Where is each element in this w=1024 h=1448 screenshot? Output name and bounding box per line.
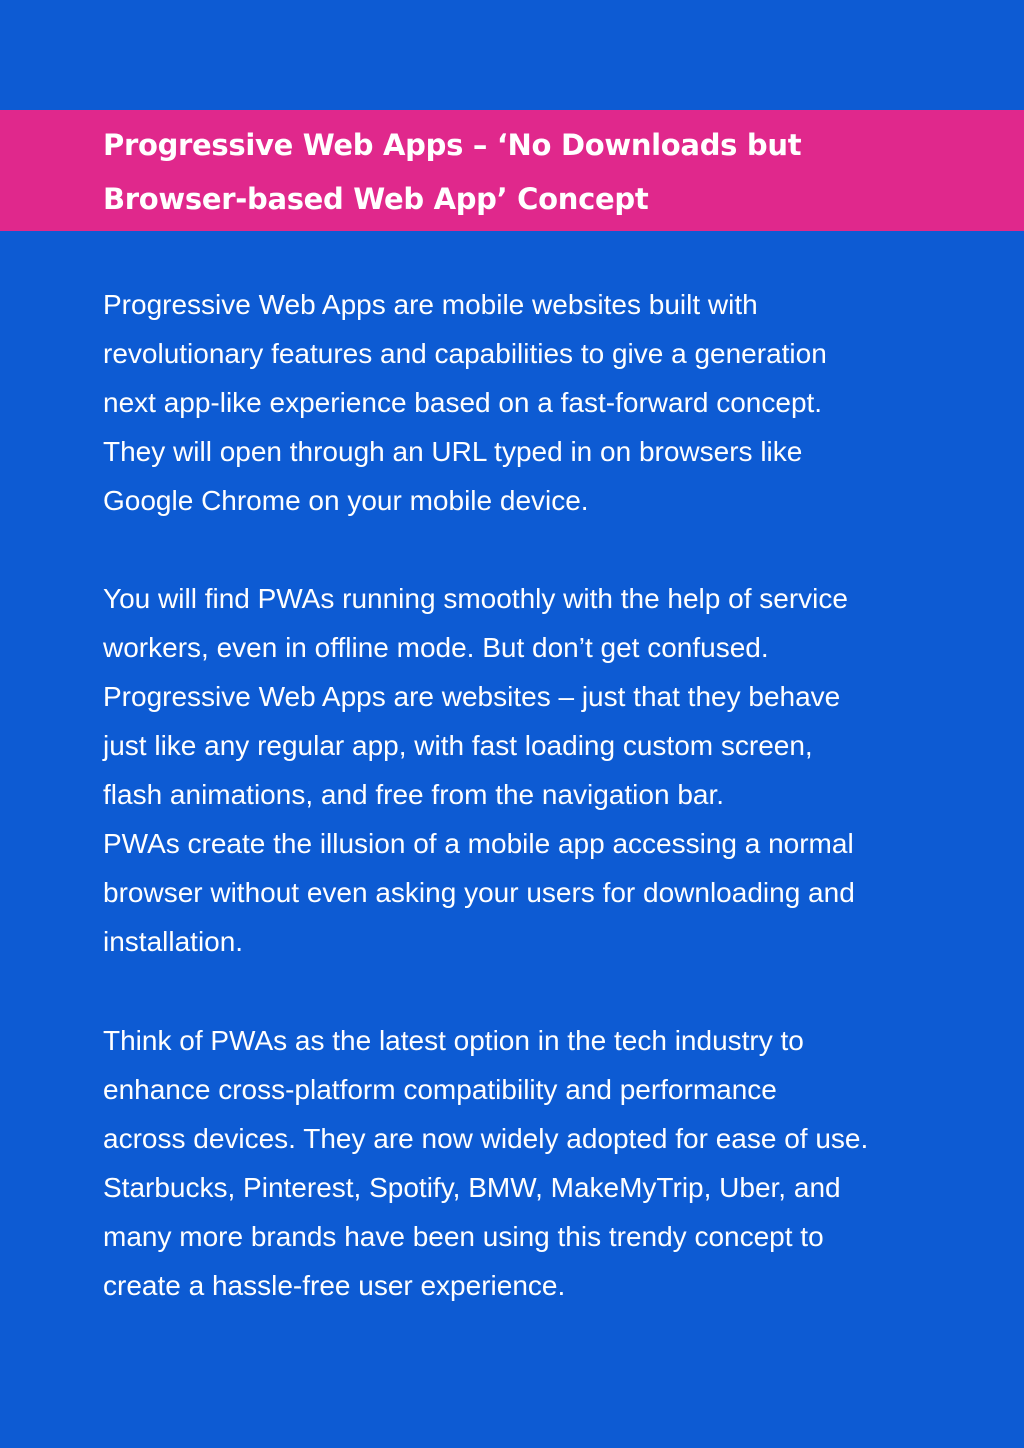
paragraph-line: Progressive Web Apps are mobile websites built with — [103, 289, 758, 320]
paragraph-line: enhance cross-platform compatibility and performance — [103, 1074, 777, 1105]
title-line: Browser-based Web App’ Concept — [103, 182, 649, 216]
paragraph-line: Think of PWAs as the latest option in the tech industry to — [103, 1025, 804, 1056]
paragraph-line: browser without even asking your users for downloading and — [103, 877, 855, 908]
paragraph-service-workers — [103, 574, 933, 966]
page-title — [103, 118, 983, 226]
paragraph-line: revolutionary features and capabilities to give a generation — [103, 338, 827, 369]
paragraph-line: PWAs create the illusion of a mobile app accessing a normal — [103, 828, 854, 859]
paragraph-line: create a hassle-free user experience. — [103, 1270, 566, 1301]
paragraph-line: just like any regular app, with fast loading custom screen, — [103, 730, 813, 761]
title-line: Progressive Web Apps – ‘No Downloads but — [103, 128, 802, 162]
paragraph-line: Google Chrome on your mobile device. — [103, 485, 589, 516]
paragraph-line: installation. — [103, 926, 244, 957]
paragraph-line: workers, even in offline mode. But don’t get confused. — [103, 632, 769, 663]
paragraph-industry — [103, 1016, 933, 1310]
paragraph-line: Progressive Web Apps are websites – just that they behave — [103, 681, 841, 712]
paragraph-line: They will open through an URL typed in on browsers like — [103, 436, 803, 467]
paragraph-line: many more brands have been using this trendy concept to — [103, 1221, 824, 1252]
paragraph-line: You will find PWAs running smoothly with the help of service — [103, 583, 848, 614]
paragraph-line: Starbucks, Pinterest, Spotify, BMW, MakeMyTrip, Uber, and — [103, 1172, 841, 1203]
paragraph-intro — [103, 280, 933, 525]
paragraph-line: flash animations, and free from the navigation bar. — [103, 779, 725, 810]
paragraph-line: next app-like experience based on a fast-forward concept. — [103, 387, 823, 418]
paragraph-line: across devices. They are now widely adopted for ease of use. — [103, 1123, 869, 1154]
